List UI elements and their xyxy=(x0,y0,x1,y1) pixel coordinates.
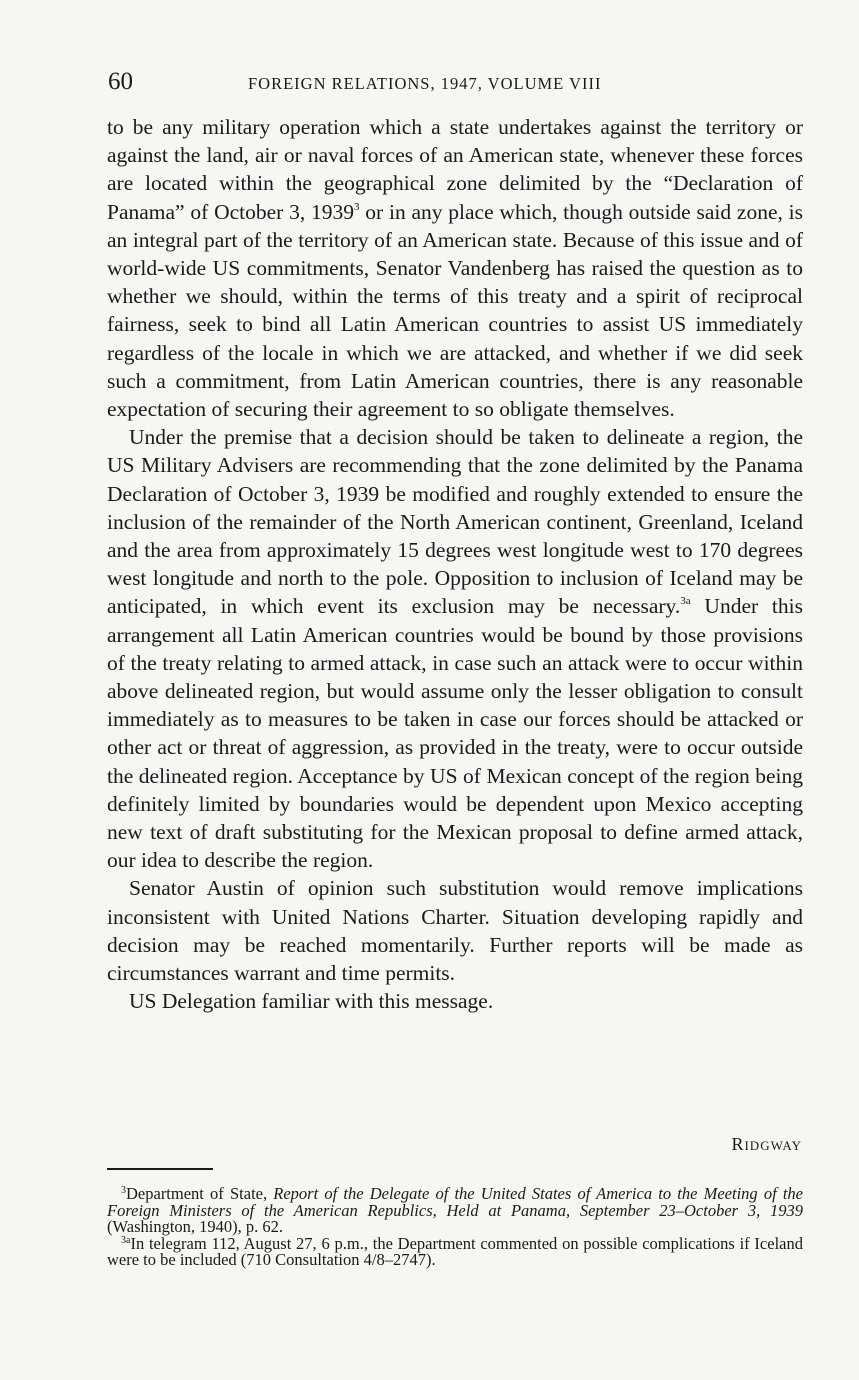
body-text xyxy=(107,113,803,1016)
footnote-ref-3a[interactable]: 3a xyxy=(680,595,691,608)
paragraph-4: US Delegation familiar with this message. xyxy=(129,989,494,1014)
paragraph-1-text-b: or in any place which, though outside said zone, is an integral part of the territory of an American state. Because of this issue and of world-wide US commitments, Senator Vandenberg has raised the question as to whether we should, within the terms of this treaty and a spirit of reciprocal fairness, seek to bind all Latin American countries to assist US immediately regardless of the locale in which we are attacked, and whether if we did seek such a commitment, from Latin American countries, there is any reasonable expectation of securing their agreement to so obligate themselves. xyxy=(107,199,803,422)
footnote-3-text-b: (Washington, 1940), p. 62. xyxy=(107,1217,284,1236)
footnote-3-mark: 3 xyxy=(121,1185,126,1196)
paragraph-2 xyxy=(107,423,803,874)
footnote-divider xyxy=(107,1168,213,1170)
footnote-3 xyxy=(107,1186,803,1236)
paragraph-2-text-b: Under this arrangement all Latin American countries would be bound by those provisions of the treaty relating to armed attack, in case such an attack were to occur within above delineated region, but would assume only the lesser obligation to consult immediately as to measures to be taken in case our forces should be attacked or other act or threat of aggression, as provided in the treaty, were to occur outside the delineated region. Acceptance by US of Mexican concept of the region being definitely limited by boundaries would be dependent upon Mexico accepting new text of draft substituting for the Mexican proposal to define armed attack, our idea to describe the region. xyxy=(107,594,803,873)
paragraph-1-text-a: to be any military operation which a state undertakes against the territory or against the land, air or naval forces of an American state, whenever these forces are located within the geographical zone delimited by the “Declaration of Panama” of October 3, 1939 xyxy=(107,115,803,224)
running-head: FOREIGN RELATIONS, 1947, VOLUME VIII xyxy=(248,74,602,93)
footnote-3-text-a: Department of State, xyxy=(126,1184,274,1203)
page-header xyxy=(108,66,802,98)
footnote-3-title: Report of the Delegate of the United States of America to the Meeting of the Foreign Ministers of the American Republics, Held at Panama, September 23–October 3, 1939 xyxy=(107,1184,803,1220)
paragraph-1 xyxy=(107,113,803,423)
footnote-ref-3[interactable]: 3 xyxy=(354,200,360,213)
page-number: 60 xyxy=(108,68,133,95)
footnote-3a-mark: 3a xyxy=(121,1234,131,1246)
paragraph-3: Senator Austin of opinion such substitution would remove implications inconsistent with United Nations Charter. Situation developing rapidly and decision may be reached momentarily. Further reports will be made as circumstances warrant and time permits. xyxy=(107,876,803,986)
footnote-3a xyxy=(107,1233,803,1269)
footnotes xyxy=(107,1186,803,1269)
paragraph-2-text-a: Under the premise that a decision should be taken to delineate a region, the US Military Advisers are recommending that the zone delimited by the Panama Declaration of October 3, 1939 be modified and roughly extended to ensure the inclusion of the remainder of the North American continent, Greenland, Iceland and the area from approximately 15 degrees west longitude west to 170 degrees west longitude and north to the pole. Opposition to inclusion of Iceland may be anticipated, in which event its exclusion may be necessary. xyxy=(107,425,803,619)
footnote-3a-text: In telegram 112, August 27, 6 p.m., the Department commented on possible complications if Iceland were to be included (710 Consultation 4/8–2747). xyxy=(107,1233,803,1269)
signature: Ridgway xyxy=(731,1134,802,1154)
